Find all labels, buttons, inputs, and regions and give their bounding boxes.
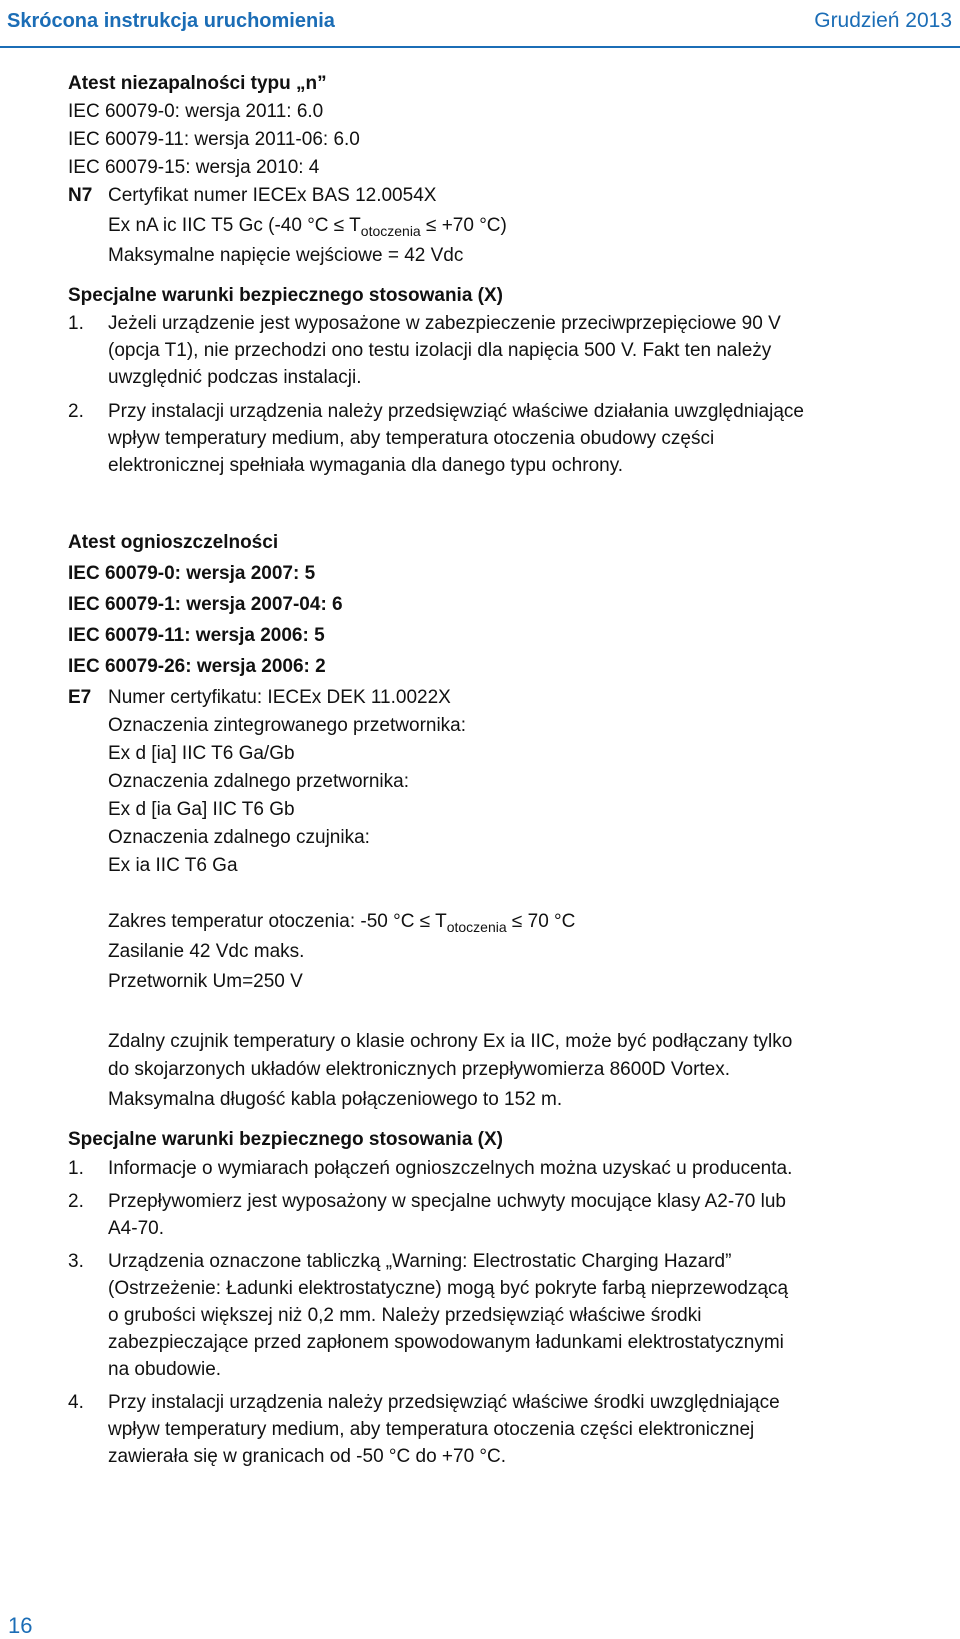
marking-line: Oznaczenia zdalnego przetwornika: <box>108 771 410 792</box>
condition-number: 4. <box>68 1392 84 1413</box>
marking-subscript: otoczenia <box>360 223 421 239</box>
marking-line: Ex d [ia] IIC T6 Ga/Gb <box>108 743 295 764</box>
condition-number: 1. <box>68 313 84 334</box>
condition-text: Jeżeli urządzenie jest wyposażone w zabezpieczenie przeciwprzepięciowe 90 V <box>108 313 781 334</box>
condition-text: Przy instalacji urządzenia należy przedsięwziąć właściwe działania uwzględniające <box>108 401 804 422</box>
special-conditions-title: Specjalne warunki bezpiecznego stosowania (X) <box>68 285 503 306</box>
cert-code: N7 <box>68 185 93 206</box>
condition-item <box>68 1157 792 1181</box>
page-number: 16 <box>8 1613 33 1638</box>
standard-line: IEC 60079-11: wersja 2011-06: 6.0 <box>68 129 360 150</box>
condition-text: wpływ temperatury medium, aby temperatura otoczenia części elektronicznej <box>108 1419 755 1440</box>
condition-text: Przy instalacji urządzenia należy przedsięwziąć właściwe środki uwzględniające <box>108 1392 780 1413</box>
condition-item <box>68 1391 780 1415</box>
temperature-text-end: ≤ 70 °C <box>506 911 576 932</box>
header-title: Skrócona instrukcja uruchomienia <box>7 10 335 32</box>
cable-length-text: Maksymalna długość kabla połączeniowego to 152 m. <box>108 1089 563 1110</box>
supply-line: Zasilanie 42 Vdc maks. <box>108 941 305 962</box>
marking-line: Ex ia IIC T6 Ga <box>108 855 238 876</box>
standard-line: IEC 60079-0: wersja 2007: 5 <box>68 563 316 584</box>
condition-text: A4-70. <box>108 1218 164 1239</box>
header-divider <box>0 46 960 48</box>
voltage-line: Maksymalne napięcie wejściowe = 42 Vdc <box>108 245 464 266</box>
standard-line: IEC 60079-1: wersja 2007-04: 6 <box>68 594 343 615</box>
cert-line-n7 <box>68 184 436 208</box>
temperature-range-line <box>108 910 575 934</box>
condition-number: 3. <box>68 1251 84 1272</box>
temperature-subscript: otoczenia <box>446 919 507 935</box>
um-line: Przetwornik Um=250 V <box>108 971 303 992</box>
standard-line: IEC 60079-26: wersja 2006: 2 <box>68 656 326 677</box>
standard-line: IEC 60079-15: wersja 2010: 4 <box>68 157 320 178</box>
special-conditions-title: Specjalne warunki bezpiecznego stosowania (X) <box>68 1129 503 1150</box>
cert-number: Certyfikat numer IECEx BAS 12.0054X <box>108 185 437 206</box>
condition-item <box>68 312 781 336</box>
condition-text: (opcja T1), nie przechodzi ono testu izolacji dla napięcia 500 V. Fakt ten należy <box>108 340 772 361</box>
condition-text: Urządzenia oznaczone tabliczką „Warning: Electrostatic Charging Hazard” <box>108 1251 732 1272</box>
temperature-text: Zakres temperatur otoczenia: -50 °C ≤ T <box>108 911 447 932</box>
condition-text: na obudowie. <box>108 1359 222 1380</box>
condition-text: Informacje o wymiarach połączeń ognioszczelnych można uzyskać u producenta. <box>108 1158 793 1179</box>
marking-line: Oznaczenia zintegrowanego przetwornika: <box>108 715 467 736</box>
marking-text-end: ≤ +70 °C) <box>420 215 507 236</box>
cert-code: E7 <box>68 687 92 708</box>
marking-line <box>108 214 507 238</box>
condition-text: (Ostrzeżenie: Ładunki elektrostatyczne) mogą być pokryte farbą nieprzewodzącą <box>108 1278 789 1299</box>
condition-text: zabezpieczające przed zapłonem spowodowanym ładunkami elektrostatycznymi <box>108 1332 784 1353</box>
remote-sensor-text: do skojarzonych układów elektronicznych przepływomierza 8600D Vortex. <box>108 1059 731 1080</box>
condition-text: zawierała się w granicach od -50 °C do +70 °C. <box>108 1446 507 1467</box>
condition-text: Przepływomierz jest wyposażony w specjalne uchwyty mocujące klasy A2-70 lub <box>108 1191 786 1212</box>
condition-text: wpływ temperatury medium, aby temperatura otoczenia obudowy części <box>108 428 715 449</box>
standard-line: IEC 60079-0: wersja 2011: 6.0 <box>68 101 324 122</box>
cert-line-e7 <box>68 686 451 710</box>
condition-item <box>68 400 804 424</box>
marking-line: Oznaczenia zdalnego czujnika: <box>108 827 370 848</box>
section-n-title: Atest niezapalności typu „n” <box>68 73 327 94</box>
condition-number: 2. <box>68 401 84 422</box>
marking-text: Ex nA ic IIC T5 Gc (-40 °C ≤ T <box>108 215 361 236</box>
condition-text: uwzględnić podczas instalacji. <box>108 367 362 388</box>
page-header <box>0 0 960 46</box>
condition-item <box>68 1190 786 1214</box>
condition-text: elektronicznej spełniała wymagania dla danego typu ochrony. <box>108 455 624 476</box>
standard-line: IEC 60079-11: wersja 2006: 5 <box>68 625 325 646</box>
section-d-title: Atest ognioszczelności <box>68 532 279 553</box>
marking-line: Ex d [ia Ga] IIC T6 Gb <box>108 799 295 820</box>
condition-text: o grubości większej niż 0,2 mm. Należy przedsięwziąć właściwe środki <box>108 1305 702 1326</box>
header-date: Grudzień 2013 <box>814 9 952 32</box>
cert-number: Numer certyfikatu: IECEx DEK 11.0022X <box>108 687 451 708</box>
remote-sensor-text: Zdalny czujnik temperatury o klasie ochrony Ex ia IIC, może być podłączany tylko <box>108 1031 793 1052</box>
condition-number: 1. <box>68 1158 84 1179</box>
condition-number: 2. <box>68 1191 84 1212</box>
condition-item <box>68 1250 731 1274</box>
